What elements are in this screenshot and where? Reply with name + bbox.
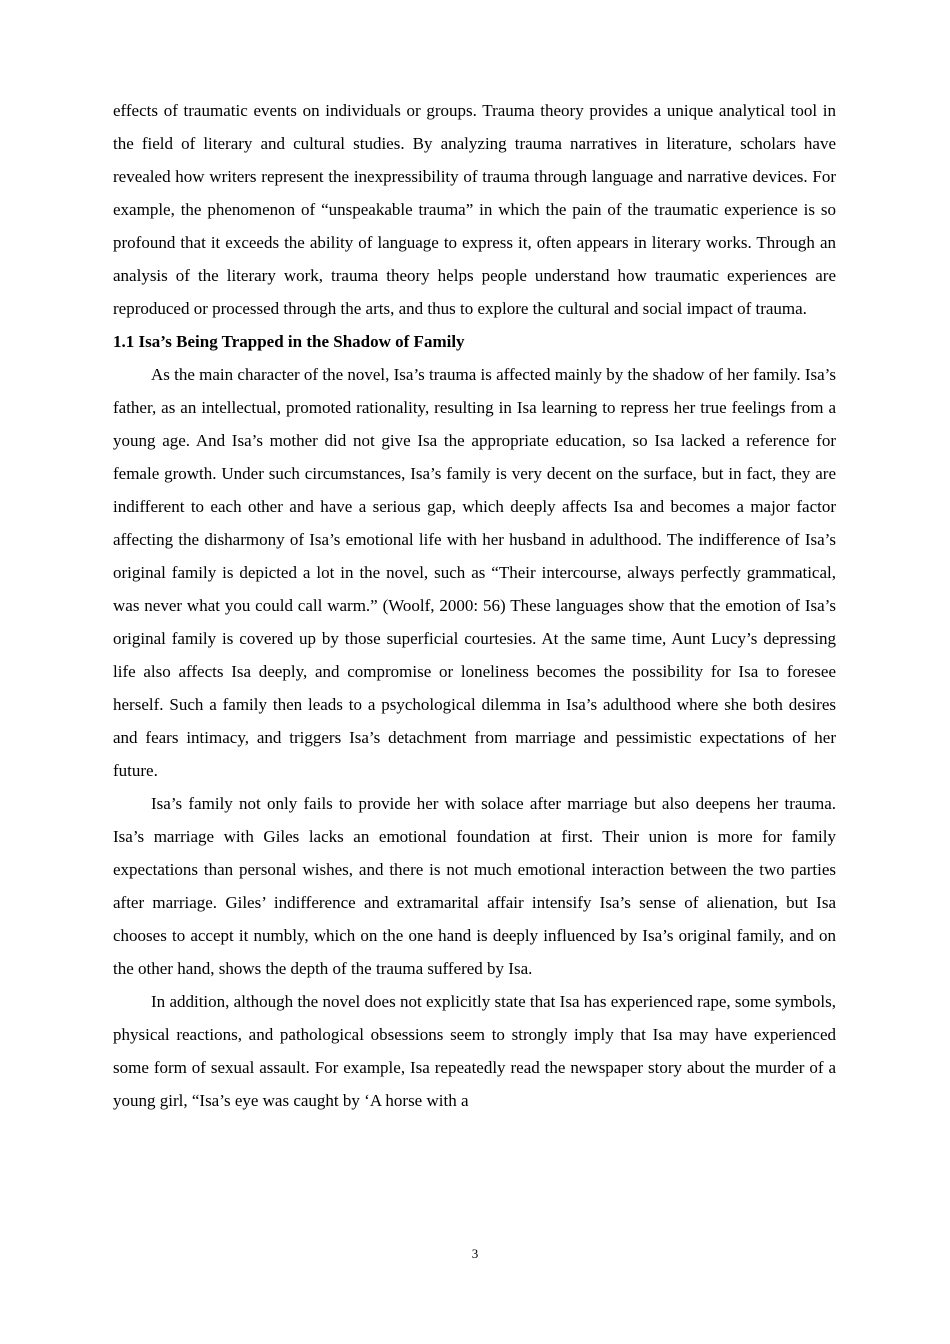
paragraph-assault: In addition, although the novel does not explicitly state that Isa has experienced rape, some symbols, physical reactions, and pathological obsessions seem to strongly imply that Isa may have experienced some form of sexual assault. For example, Isa repeatedly read the newspaper story about the murder of a young girl, “Isa’s eye was caught by ‘A horse with a <box>113 992 836 1110</box>
page-number: 3 <box>471 1246 479 1261</box>
paragraph-family-shadow: As the main character of the novel, Isa’s trauma is affected mainly by the shadow of her family. Isa’s father, as an intellectual, promoted rationality, resulting in Isa learning to repress her true feelings from a young age. And Isa’s mother did not give Isa the appropriate education, so Isa lacked a reference for female growth. Under such circumstances, Isa’s family is very decent on the surface, but in fact, they are indifferent to each other and have a serious gap, which deeply affects Isa and becomes a major factor affecting the disharmony of Isa’s emotional life with her husband in adulthood. The indifference of Isa’s original family is depicted a lot in the novel, such as “Their intercourse, always perfectly grammatical, was never what you could call warm.” (Woolf, 2000: 56) These languages show that the emotion of Isa’s original family is covered up by those superficial courtesies. At the same time, Aunt Lucy’s depressing life also affects Isa deeply, and compromise or loneliness becomes the possibility for Isa to foresee herself. Such a family then leads to a psychological dilemma in Isa’s adulthood where she both desires and fears intimacy, and triggers Isa’s detachment from marriage and pessimistic expectations of her future. <box>113 365 836 780</box>
body-text <box>113 94 836 1117</box>
paragraph-marriage: Isa’s family not only fails to provide her with solace after marriage but also deepens her trauma. Isa’s marriage with Giles lacks an emotional foundation at first. Their union is more for family expectations than personal wishes, and there is not much emotional interaction between the two parties after marriage. Giles’ indifference and extramarital affair intensify Isa’s sense of alienation, but Isa chooses to accept it numbly, which on the one hand is deeply influenced by Isa’s original family, and on the other hand, shows the depth of the trauma suffered by Isa. <box>113 794 836 978</box>
paragraph-trauma-theory: effects of traumatic events on individuals or groups. Trauma theory provides a unique analytical tool in the field of literary and cultural studies. By analyzing trauma narratives in literature, scholars have revealed how writers represent the inexpressibility of trauma through language and narrative devices. For example, the phenomenon of “unspeakable trauma” in which the pain of the traumatic experience is so profound that it exceeds the ability of language to express it, often appears in literary works. Through an analysis of the literary work, trauma theory helps people understand how traumatic experiences are reproduced or processed through the arts, and thus to explore the cultural and social impact of trauma. <box>113 101 836 318</box>
section-heading: 1.1 Isa’s Being Trapped in the Shadow of Family <box>113 332 465 351</box>
